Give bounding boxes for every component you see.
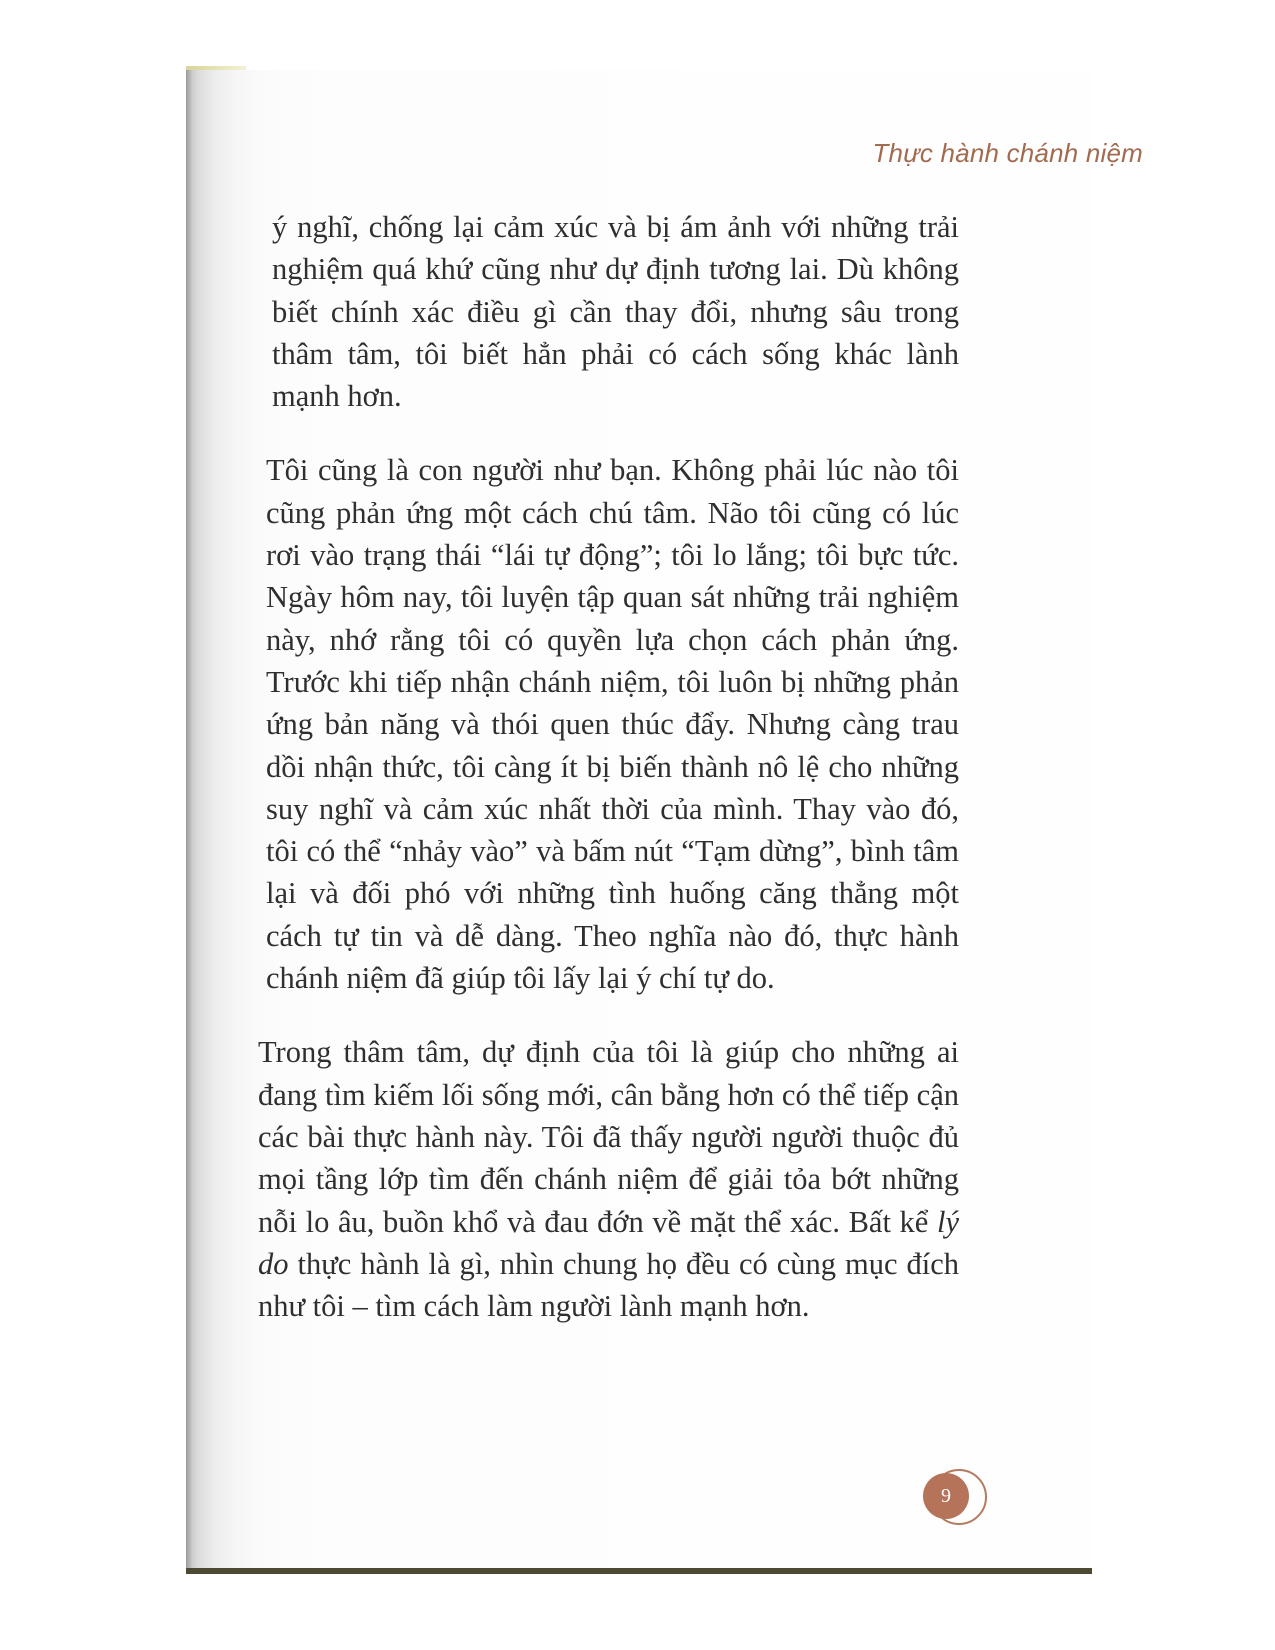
book-bottom-edge bbox=[186, 1568, 1092, 1574]
paragraph-1: ý nghĩ, chống lại cảm xúc và bị ám ảnh với những trải nghiệm quá khứ cũng như dự định tương lai. Dù không biết chính xác điều gì cần thay đổi, nhưng sâu trong thâm tâm, tôi biết hẳn phải có cách sống khác lành mạnh hơn. bbox=[272, 210, 959, 414]
paragraph-3-text-after: thực hành là gì, nhìn chung họ đều có cùng mục đích như tôi – tìm cách làm người lành mạnh hơn. bbox=[258, 1246, 959, 1324]
paragraph-3 bbox=[258, 1031, 959, 1327]
page-number-badge bbox=[923, 1473, 987, 1537]
page-number: 9 bbox=[923, 1473, 969, 1519]
paragraph-2: Tôi cũng là con người như bạn. Không phải lúc nào tôi cũng phản ứng một cách chú tâm. Não tôi cũng có lúc rơi vào trạng thái “lái tự động”; tôi lo lắng; tôi bực tức. Ngày hôm nay, tôi luyện tập quan sát những trải nghiệm này, nhớ rằng tôi có quyền lựa chọn cách phản ứng. Trước khi tiếp nhận chánh niệm, tôi luôn bị những phản ứng bản năng và thói quen thúc đẩy. Nhưng càng trau dồi nhận thức, tôi càng ít bị biến thành nô lệ cho những suy nghĩ và cảm xúc nhất thời của mình. Thay vào đó, tôi có thể “nhảy vào” và bấm nút “Tạm dừng”, bình tâm lại và đối phó với những tình huống căng thẳng một cách tự tin và dễ dàng. Theo nghĩa nào đó, thực hành chánh niệm đã giúp tôi lấy lại ý chí tự do. bbox=[266, 453, 959, 996]
running-head: Thực hành chánh niệm bbox=[872, 138, 1143, 168]
paragraph-3-text-before: Trong thâm tâm, dự định của tôi là giúp cho những ai đang tìm kiếm lối sống mới, cân bằng hơn có thể tiếp cận các bài thực hành này. Tôi đã thấy người người thuộc đủ mọi tầng lớp tìm đến chánh niệm để giải tỏa bớt những nỗi lo âu, buồn khổ và đau đớn về mặt thể xác. Bất kể bbox=[258, 1035, 959, 1239]
paragraph-3-italic: lý do bbox=[258, 1204, 959, 1281]
body-text bbox=[258, 206, 959, 1327]
